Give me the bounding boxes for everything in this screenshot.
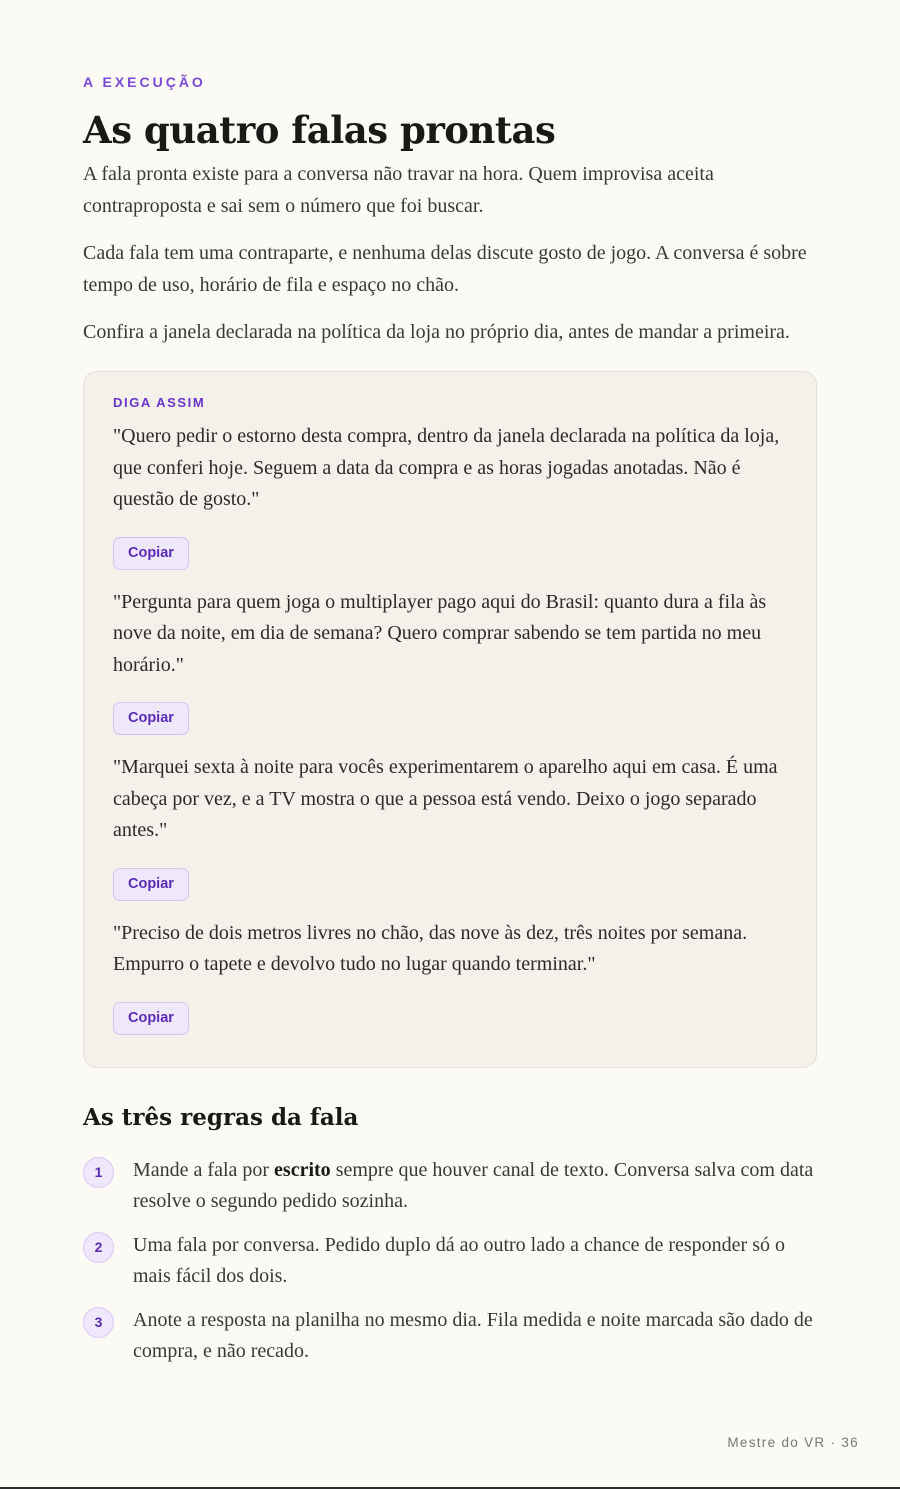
page-title: As quatro falas prontas — [83, 108, 556, 152]
intro-paragraph: Cada fala tem uma contraparte, e nenhuma delas discute gosto de jogo. A conversa é sobre tempo de uso, horário de fila e espaço no chão. — [83, 242, 807, 296]
intro-paragraph: Confira a janela declarada na política da loja no próprio dia, antes de mandar a primeira. — [83, 321, 790, 343]
script-line-demo: "Marquei sexta à noite para vocês experimentarem o aparelho aqui em casa. É uma cabeça por vez, e a TV mostra o que a pessoa está vendo. Deixo o jogo separado antes." — [113, 756, 778, 841]
copy-button[interactable]: Copiar — [113, 868, 189, 901]
page-content — [83, 72, 817, 1368]
rule-text: Mande a fala por escrito sempre que houver canal de texto. Conversa salva com data resolve o segundo pedido sozinha. — [133, 1158, 814, 1212]
list-item — [83, 1305, 817, 1368]
section-eyebrow: A EXECUÇÃO — [83, 74, 206, 90]
rules-list — [83, 1155, 817, 1368]
script-line-refund: "Quero pedir o estorno desta compra, dentro da janela declarada na política da loja, que conferi hoje. Seguem a data da compra e as horas jogadas anotadas. Não é questão de gosto." — [113, 425, 780, 510]
copy-button[interactable]: Copiar — [113, 537, 189, 570]
rule-text: Uma fala por conversa. Pedido duplo dá ao outro lado a chance de responder só o mais fácil dos dois. — [133, 1233, 786, 1287]
page-footer: Mestre do VR · 36 — [727, 1435, 859, 1450]
script-callout — [83, 371, 817, 1068]
step-number-badge: 1 — [83, 1157, 114, 1188]
callout-label: DIGA ASSIM — [113, 395, 206, 410]
rules-title: As três regras da fala — [83, 1103, 359, 1131]
script-line-queue: "Pergunta para quem joga o multiplayer pago aqui do Brasil: quanto dura a fila às nove da noite, em dia de semana? Quero comprar sabendo se tem partida no meu horário." — [113, 590, 767, 676]
copy-button[interactable]: Copiar — [113, 702, 189, 735]
step-number-badge: 3 — [83, 1307, 114, 1338]
copy-button[interactable]: Copiar — [113, 1002, 189, 1035]
rule-text: Anote a resposta na planilha no mesmo dia. Fila medida e noite marcada são dado de compra, e não recado. — [133, 1308, 813, 1362]
list-item — [83, 1230, 817, 1293]
list-item — [83, 1155, 817, 1218]
intro-paragraph: A fala pronta existe para a conversa não travar na hora. Quem improvisa aceita contraproposta e sai sem o número que foi buscar. — [83, 163, 714, 217]
emphasis: escrito — [274, 1158, 331, 1181]
step-number-badge: 2 — [83, 1232, 114, 1263]
script-line-space: "Preciso de dois metros livres no chão, das nove às dez, três noites por semana. Empurro o tapete e devolvo tudo no lugar quando terminar." — [113, 921, 748, 975]
